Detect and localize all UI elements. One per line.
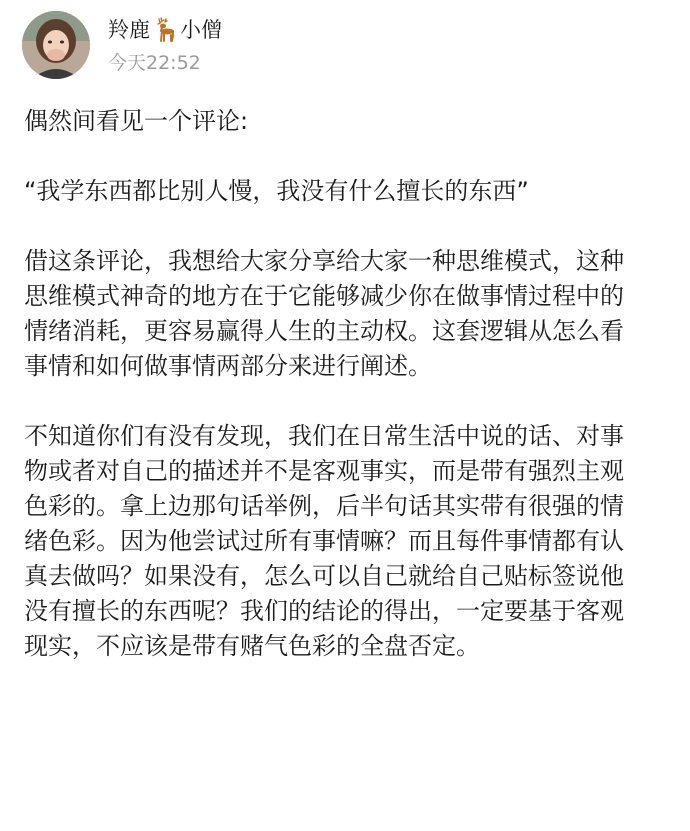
post-paragraph: “我学东西都比别人慢，我没有什么擅长的东西” — [24, 177, 529, 205]
author-block — [108, 16, 222, 74]
post-paragraph: 借这条评论，我想给大家分享给大家一种思维模式，这种思维模式神奇的地方在于它能够减少你在做事情过程中的情绪消耗，更容易赢得人生的主动权。这套逻辑从怎么看事情和如何做事情两部分来进行阐述。 — [24, 247, 624, 380]
post-body — [24, 104, 644, 699]
post-header — [22, 10, 222, 80]
author-name[interactable] — [108, 16, 222, 44]
timestamp: 今天22:52 — [108, 52, 201, 74]
author-name-part2: 小僧 — [180, 18, 222, 42]
avatar[interactable] — [22, 11, 90, 79]
post-paragraph: 偶然间看见一个评论: — [24, 107, 249, 135]
avatar-photo-icon — [22, 11, 90, 79]
author-name-part1: 羚鹿 — [108, 18, 150, 42]
post-paragraph: 不知道你们有没有发现，我们在日常生活中说的话、对事物或者对自己的描述并不是客观事实，而是带有强烈主观色彩的。拿上边那句话举例，后半句话其实带有很强的情绪色彩。因为他尝试过所有事情嘛？而且每件事情都有认真去做吗？如果没有，怎么可以自己就给自己贴标签说他没有擅长的东西呢？我们的结论的得出，一定要基于客观现实，不应该是带有赌气色彩的全盘否定。 — [24, 422, 624, 660]
deer-icon — [151, 16, 179, 44]
